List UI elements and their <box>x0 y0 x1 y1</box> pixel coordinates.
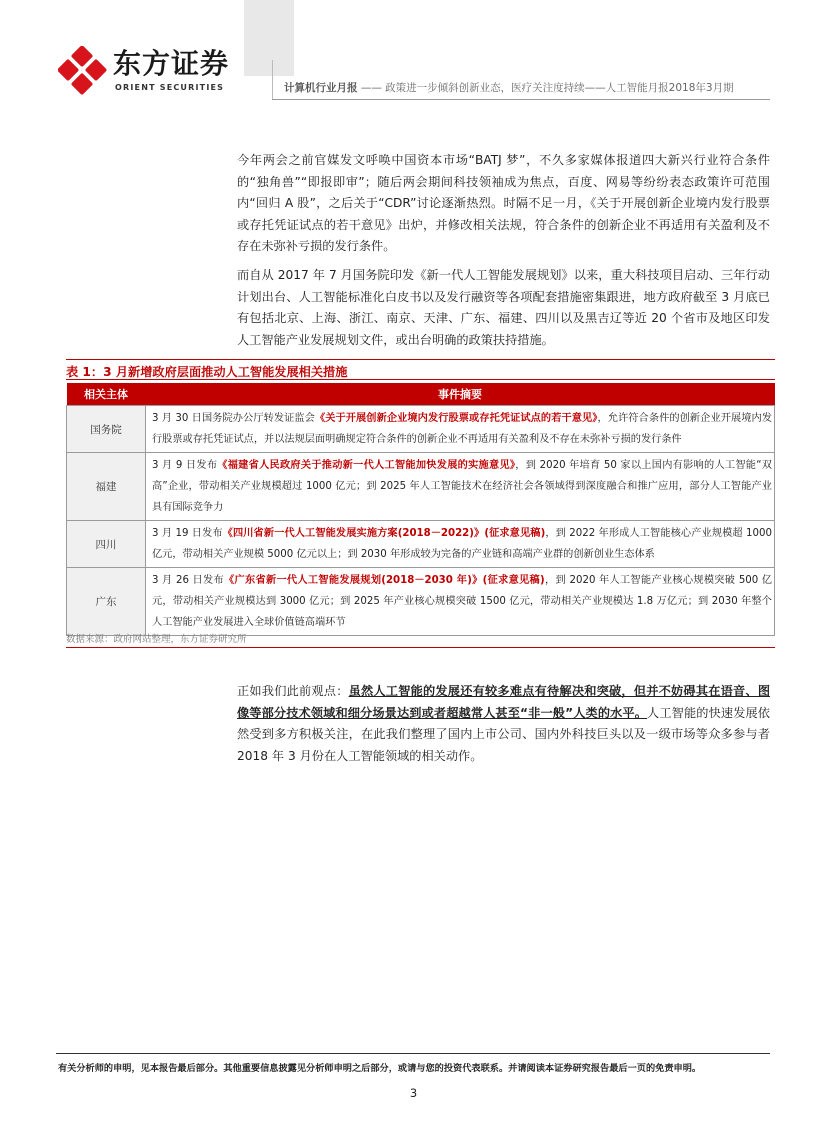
table-caption: 表 1：3 月新增政府层面推动人工智能发展相关措施 <box>66 365 348 379</box>
table-header-row <box>67 383 775 406</box>
page-number: 3 <box>409 1086 418 1100</box>
table-row <box>67 568 775 636</box>
header-decor-strip <box>244 0 294 76</box>
summary-text: 3 月 19 日发布 <box>152 528 223 539</box>
table-source-note: 数据来源：政府网站整理，东方证券研究所 <box>66 634 247 645</box>
header-divider-vertical <box>272 60 273 100</box>
policy-document-title: 《四川省新一代人工智能发展实施方案(2018－2022)》(征求意见稿) <box>222 528 546 539</box>
row-summary <box>146 406 775 453</box>
col-header-subject: 相关主体 <box>67 383 146 406</box>
summary-text: 3 月 26 日发布 <box>152 575 225 586</box>
paragraph-3-highlight: 虽然人工智能的发展还有较多难点有待解决和突破，但并不妨碍其在语音、图像等部分技术领域和细分场景达到或者超越常人甚至“非一般”人类的水平。 <box>237 684 771 720</box>
table-bottom-rule <box>66 647 775 648</box>
policy-table <box>66 383 775 636</box>
summary-text: ，允许符合条件的创新企业开展境内发行股票或存托凭证试点，并以法规层面明确规定符合条件的创新企业不再适用有关盈利及不存在未弥补亏损的发行条件 <box>152 413 773 445</box>
policy-document-title: 《广东省新一代人工智能发展规划(2018－2030 年)》(征求意见稿) <box>224 575 545 586</box>
summary-text: ，到 2020 年培育 50 家以上国内有影响的人工智能“双高”企业，带动相关产业规模超过 1000 亿元；到 2025 年人工智能技术在经济社会各领域得到深度融合和推广应用，部分人工智能产业具有国际竞争力 <box>152 460 772 513</box>
paragraph-2: 而自从 2017 年 7 月国务院印发《新一代人工智能发展规划》以来，重大科技项目启动、三年行动计划出台、人工智能标准化白皮书以及发行融资等各项配套措施密集跟进，地方政府截至 3 月底已有包括北京、上海、浙江、南京、天津、广东、福建、四川以及黑吉辽等近 20 个省市及地区印发人工智能产业发展规划文件，或出台明确的政策扶持措施。 <box>237 268 770 347</box>
report-subtitle: —— 政策进一步倾斜创新业态，医疗关注度持续——人工智能月报2018年3月期 <box>357 82 734 94</box>
logo-english-name: ORIENT SECURITIES <box>115 83 225 92</box>
report-type: 计算机行业月报 <box>284 82 358 94</box>
row-subject: 广东 <box>67 568 146 636</box>
orient-securities-logo-icon <box>58 46 108 96</box>
row-subject: 福建 <box>67 453 146 521</box>
row-summary <box>146 568 775 636</box>
report-header-title <box>284 80 734 95</box>
row-summary <box>146 453 775 521</box>
paragraph-1: 今年两会之前官媒发文呼唤中国资本市场“BATJ 梦”，不久多家媒体报道四大新兴行业符合条件的“独角兽”“即报即审”；随后两会期间科技领袖成为焦点，百度、网易等纷纷表态政策许可范围内“回归 A 股”，之后关于“CDR”讨论逐渐热烈。时隔不足一月，《关于开展创新企业境内发行股票或存托凭证试点的若干意见》出炉，并修改相关法规，符合条件的创新企业不再适用有关盈利及不存在未弥补亏损的发行条件。 <box>237 153 770 253</box>
table-caption-top-rule <box>66 359 775 360</box>
policy-document-title: 《关于开展创新企业境内发行股票或存托凭证试点的若干意见》 <box>314 413 598 424</box>
col-header-summary: 事件摘要 <box>146 383 775 406</box>
summary-text: 3 月 30 日国务院办公厅转发证监会 <box>152 413 315 424</box>
paragraph-3-rest: 人工智能的快速发展依然受到多方积极关注，在此我们整理了国内上市公司、国内外科技巨头以及一级市场等众多参与者 2018 年 3 月份在人工智能领域的相关动作。 <box>237 705 770 763</box>
paragraph-3-lead: 正如我们此前观点： <box>237 684 349 698</box>
summary-text: ，到 2022 年形成人工智能核心产业规模超 1000 亿元，带动相关产业规模 5000 亿元以上；到 2030 年形成较为完备的产业链和高端产业群的创新创业生态体系 <box>152 528 772 560</box>
row-subject: 四川 <box>67 521 146 568</box>
table-row <box>67 406 775 453</box>
paragraph-3 <box>237 681 770 767</box>
row-subject: 国务院 <box>67 406 146 453</box>
footer-divider <box>56 1053 770 1054</box>
summary-text: ，到 2020 年人工智能产业核心规模突破 500 亿元，带动相关产业规模达到 3000 亿元；到 2025 年产业核心规模突破 1500 亿元，带动相关产业规模达 1.8 万亿元；到 2030 年整个人工智能产业发展进入全球价值链高端环节 <box>152 575 772 628</box>
policy-document-title: 《福建省人民政府关于推动新一代人工智能加快发展的实施意见》 <box>217 460 516 471</box>
logo-chinese-name: 东方证券 <box>113 47 230 80</box>
header-divider <box>272 99 770 100</box>
summary-text: 3 月 9 日发布 <box>152 460 218 471</box>
row-summary <box>146 521 775 568</box>
table-row <box>67 521 775 568</box>
table-row <box>67 453 775 521</box>
table-caption-bottom-rule <box>66 379 775 380</box>
footer-disclaimer: 有关分析师的申明，见本报告最后部分。其他重要信息披露见分析师申明之后部分，或请与您的投资代表联系。并请阅读本证券研究报告最后一页的免责申明。 <box>58 1063 702 1074</box>
